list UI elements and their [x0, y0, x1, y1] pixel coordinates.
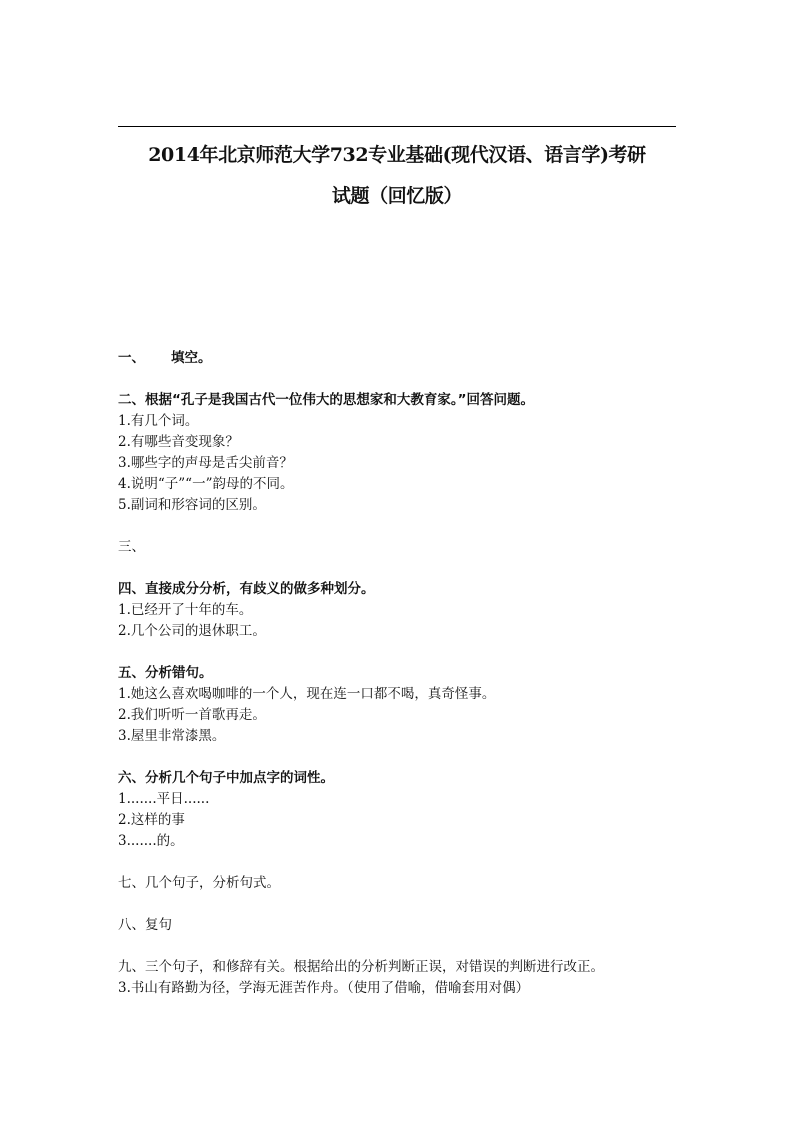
section-heading: 八、复句 [118, 917, 172, 933]
page-title: 2014年北京师范大学732专业基础(现代汉语、语言学)考研 [148, 144, 646, 166]
section-heading [118, 348, 688, 369]
question-item: 1.她这么喜欢喝咖啡的一个人，现在连一口都不喝，真奇怪事。 [118, 686, 496, 702]
question-item: 2.我们听听一首歌再走。 [118, 707, 266, 723]
section-heading: 五、分析错句。 [118, 665, 213, 681]
section-heading: 九、三个句子，和修辞有关。根据给出的分析判断正误，对错误的判断进行改正。 [118, 959, 604, 975]
question-item: 1.有几个词。 [118, 413, 199, 429]
section-heading: 六、分析几个句子中加点字的词性。 [118, 770, 334, 786]
section-number: 一、 [118, 350, 145, 366]
question-item: 3.屋里非常漆黑。 [118, 728, 226, 744]
question-item: 1.......平日...... [118, 791, 210, 807]
question-item: 5.副词和形容词的区别。 [118, 497, 266, 513]
section-heading: 二、根据“孔子是我国古代一位伟大的思想家和大教育家。”回答问题。 [118, 392, 534, 408]
section-heading: 七、几个句子，分析句式。 [118, 875, 280, 891]
question-item: 2.有哪些音变现象？ [118, 434, 239, 450]
section-title: 填空。 [171, 350, 212, 366]
page-subtitle: 试题（回忆版） [331, 185, 463, 207]
section-1 [118, 348, 688, 369]
section-5 [118, 663, 688, 747]
section-heading: 三、 [118, 539, 145, 555]
question-item: 3.哪些字的声母是舌尖前音？ [118, 455, 293, 471]
section-3 [118, 537, 688, 558]
question-item: 3.书山有路勤为径，学海无涯苦作舟。（使用了借喻，借喻套用对偶） [118, 980, 530, 996]
section-4 [118, 579, 688, 642]
section-8 [118, 915, 688, 936]
question-item: 4.说明“子”“一”韵母的不同。 [118, 476, 294, 492]
header-rule [118, 126, 676, 127]
section-6 [118, 768, 688, 852]
question-item: 3.......的。 [118, 833, 184, 849]
question-list [118, 348, 688, 999]
section-9 [118, 957, 688, 999]
question-item: 2.这样的事 [118, 812, 185, 828]
question-item: 2.几个公司的退休职工。 [118, 623, 266, 639]
section-2 [118, 390, 688, 516]
question-item: 1.已经开了十年的车。 [118, 602, 253, 618]
section-7 [118, 873, 688, 894]
section-heading: 四、直接成分分析，有歧义的做多种划分。 [118, 581, 375, 597]
